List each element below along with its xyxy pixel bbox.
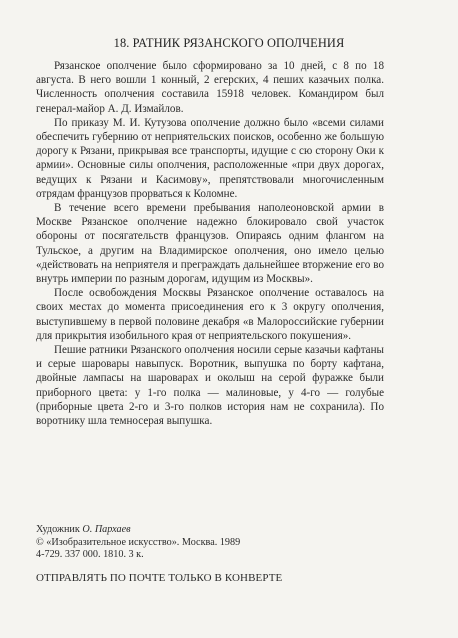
artist-label: Художник <box>36 524 80 535</box>
print-code: 4-729. 337 000. 1810. 3 к. <box>36 549 144 561</box>
artist-credit <box>36 524 396 537</box>
paragraph-uniform: Пешие ратники Рязанского ополчения носили серые казачьи кафтаны и серые шаровары навыпуск. Воротник, выпушка по борту кафтана, двойные лампасы на шароварах и околыш на серой фуражке были приборного цвета: у 1-го полка — малиновые, у 4-го — голубые (приборные цвета 2-го и 3-го полков история нам не сохранила). По воротнику шла темносерая выпушка. <box>36 344 384 428</box>
paragraph-kutuzov-order: По приказу М. И. Кутузова ополчение должно было «всеми силами обеспечить губернию от неприятельских поисков, особенно же большую дорогу к Рязани, прикрывая все транспорты, идущие с сю сторону Оки к армии». Основные силы ополчения, расположенные «при двух дорогах, ведущих к Рязани и Касимову», препятствовали многочисленным отрядам французов прорваться к Коломне. <box>36 116 384 200</box>
paragraph-formation: Рязанское ополчение было сформировано за 10 дней, с 8 по 18 августа. В него вошли 1 конный, 2 егерских, 4 пеших казачьих полка. Численность ополчения составила 15918 человек. Командиром был генерал-майор А. Д. Измайлов. <box>36 60 384 115</box>
description-text <box>36 59 384 428</box>
paragraph-blockade: В течение всего времени пребывания наполеоновской армии в Москве Рязанское ополчение надежно блокировало свой участок обороны от посягательств французов. Опираясь одним флангом на Тульское, а другим на Владимирское ополчения, оно имело целью «действовать на неприятеля и преграждать дальнейшее вторжение его во внутрь империи по разным дорогам, идущим из Москвы». <box>36 202 384 286</box>
mail-instruction: ОТПРАВЛЯТЬ ПО ПОЧТЕ ТОЛЬКО В КОНВЕРТЕ <box>36 572 283 584</box>
page-title: 18. РАТНИК РЯЗАНСКОГО ОПОЛЧЕНИЯ <box>113 36 345 50</box>
paragraph-after-liberation: После освобождения Москвы Рязанское ополчение оставалось на своих местах до момента присоединения его к 3 округу ополчения, выступившему в первой половине декабря «в Малороссийские губернии для прикрытия изобильного края от неприятельского покушения». <box>36 287 384 342</box>
publisher-line: © «Изобразительное искусство». Москва. 1989 <box>36 536 241 548</box>
credits-block <box>36 524 396 562</box>
artist-name: О. Пархаев <box>82 524 131 535</box>
